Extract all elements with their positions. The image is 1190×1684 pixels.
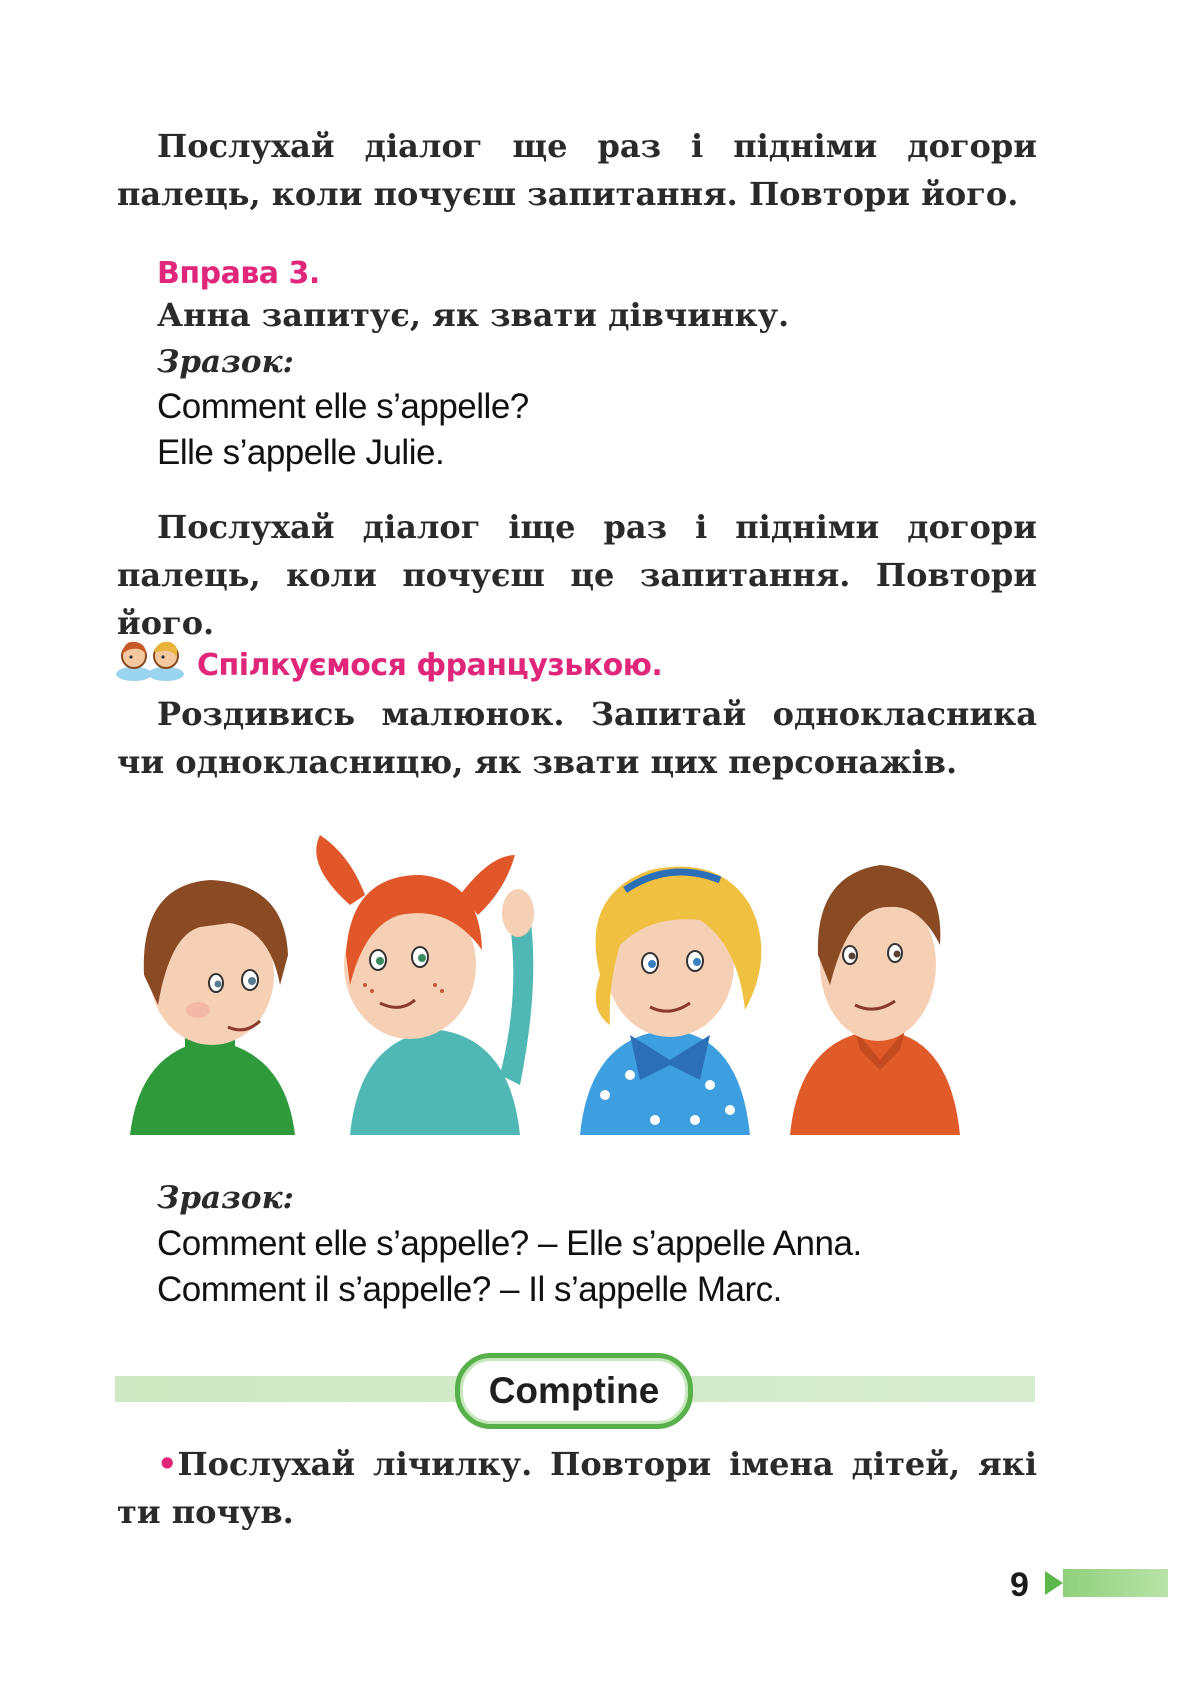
communication-sample-line2: Comment il s’appelle? – Il s’appelle Marc. bbox=[157, 1270, 782, 1309]
comptine-instruction-text: Послухай лічилку. Повтори імена дітей, які ти почув. bbox=[117, 1445, 1037, 1531]
communication-sample-label: Зразок: bbox=[157, 1180, 295, 1216]
sample-question: Comment elle s’appelle? bbox=[157, 387, 529, 426]
child-boy-brown-hair bbox=[790, 865, 960, 1135]
comptine-title: Comptine bbox=[455, 1353, 693, 1429]
child-girl-red-pigtails bbox=[316, 835, 534, 1135]
children-talking-icon bbox=[114, 636, 186, 682]
children-illustration bbox=[110, 835, 1040, 1135]
communication-title: Спілкуємося французькою. bbox=[197, 648, 663, 683]
child-girl-brown-hair bbox=[130, 880, 295, 1135]
comptine-instruction bbox=[117, 1440, 1037, 1536]
sample-answer: Elle s’appelle Julie. bbox=[157, 433, 445, 472]
communication-sample-line1: Comment elle s’appelle? – Elle s’appelle Anna. bbox=[157, 1224, 862, 1263]
intro-paragraph: Послухай діалог ще раз і підніми догори палець, коли почуєш запитання. Повтори його. bbox=[117, 127, 1037, 213]
page-number-arrow-bar bbox=[1043, 1568, 1168, 1598]
sample-label: Зразок: bbox=[157, 344, 295, 380]
child-girl-blonde-curls bbox=[580, 867, 761, 1135]
page-number: 9 bbox=[1010, 1566, 1029, 1604]
exercise-task: Анна запитує, як звати дівчинку. bbox=[157, 296, 790, 334]
exercise-title: Вправа 3. bbox=[157, 256, 320, 291]
bullet-marker: • bbox=[157, 1445, 178, 1483]
exercise-instruction: Послухай діалог іще раз і підніми догори палець, коли почуєш це запитання. Повтори його. bbox=[117, 508, 1037, 642]
communication-instruction: Роздивись малюнок. Запитай однокласника чи однокласницю, як звати цих персонажів. bbox=[117, 695, 1037, 781]
